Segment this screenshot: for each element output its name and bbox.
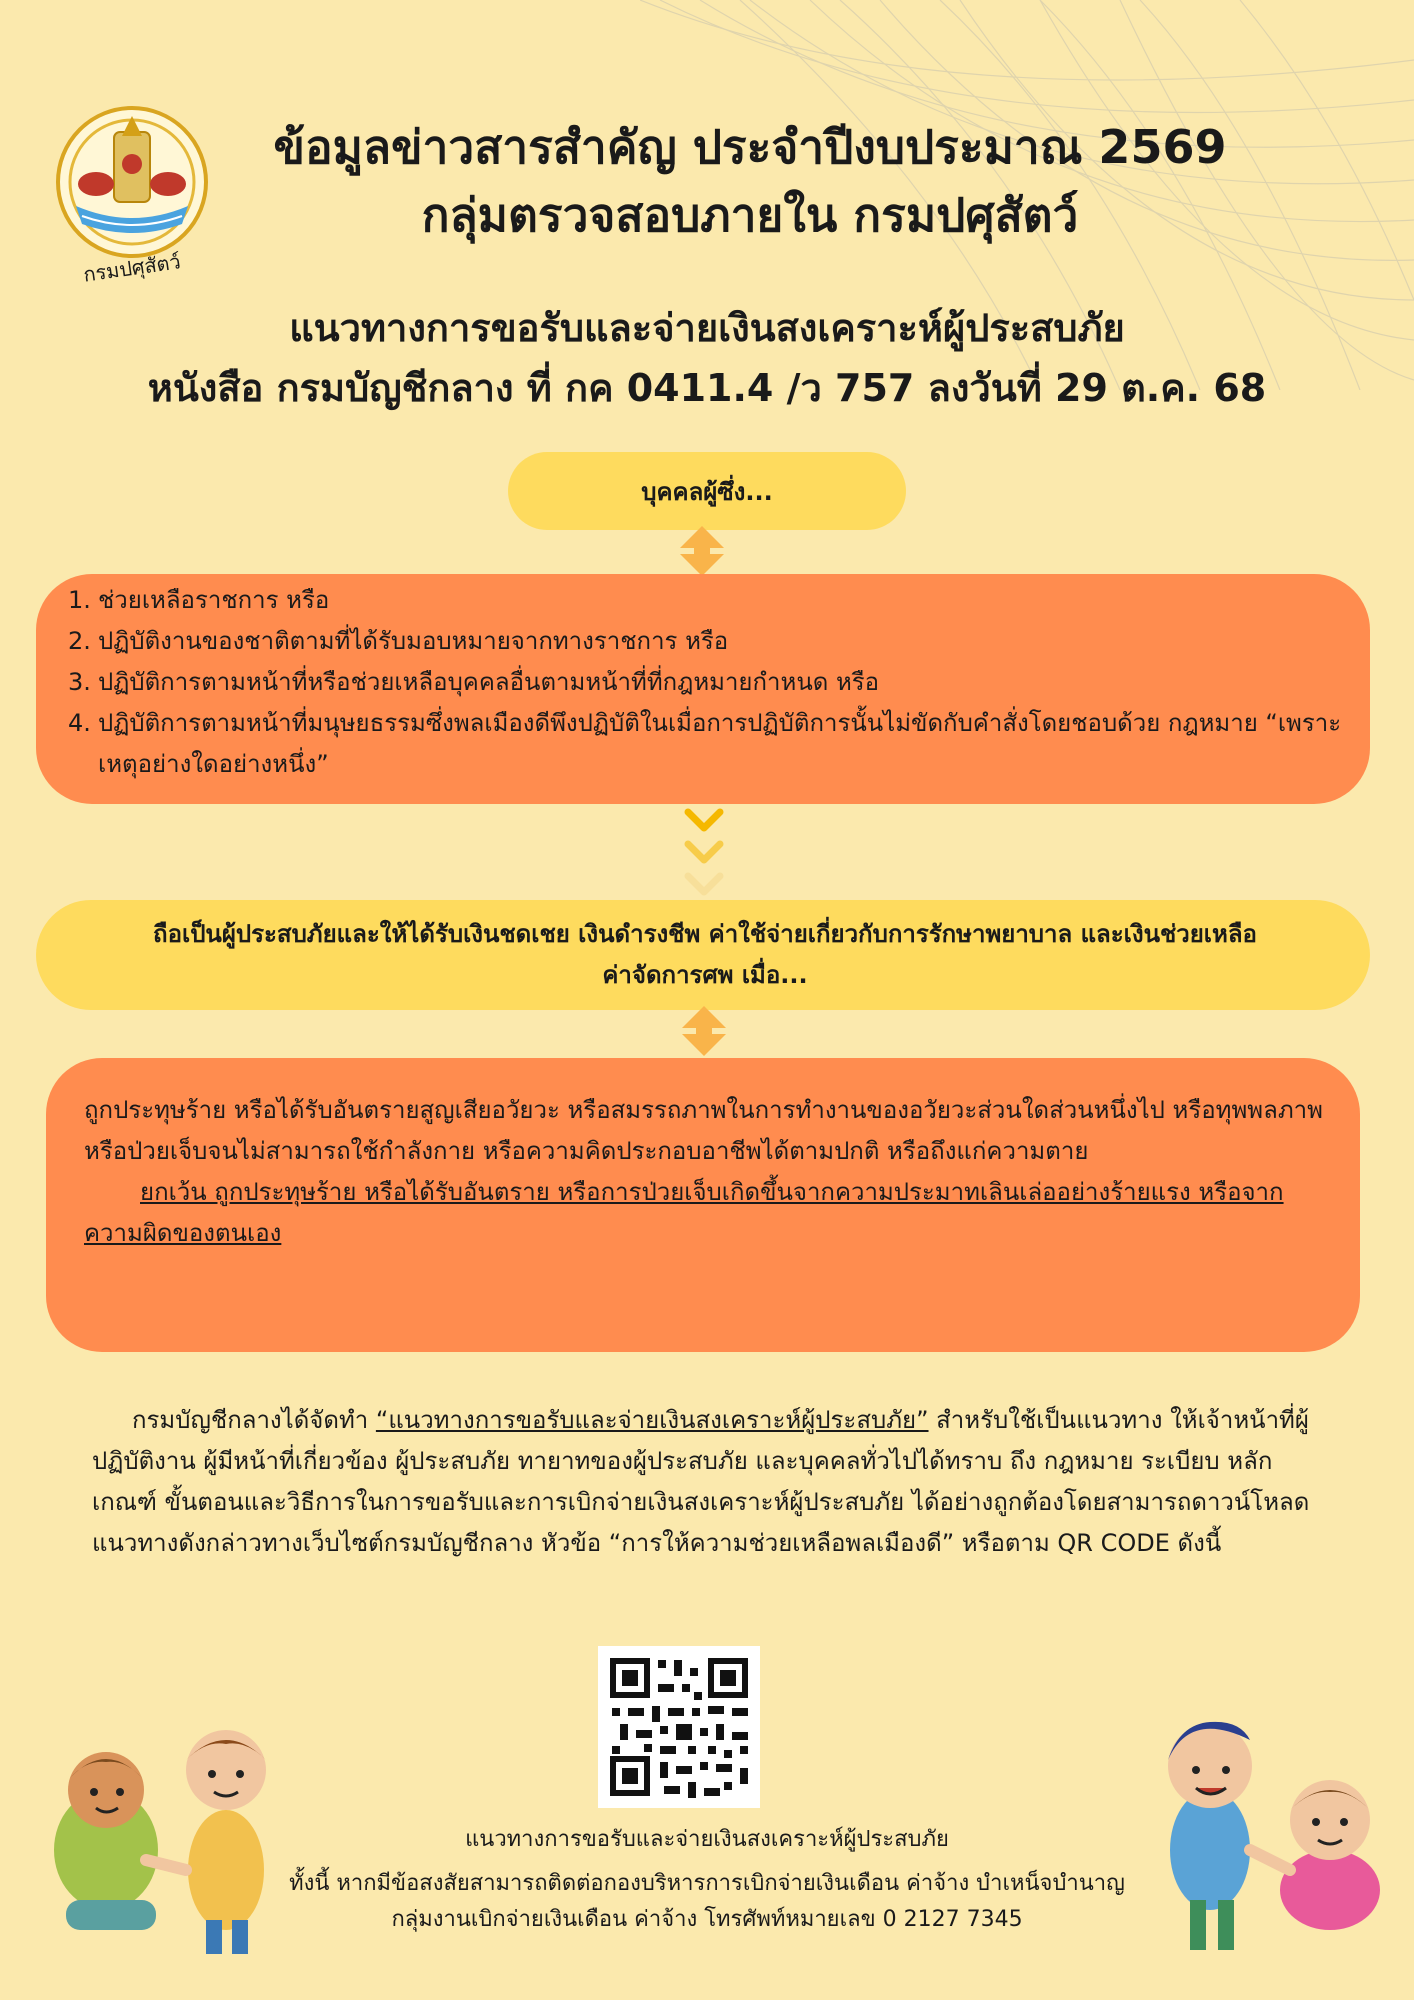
conditions-body xyxy=(84,1090,1334,1254)
subtitle-line-1: แนวทางการขอรับและจ่ายเงินสงเคราะห์ผู้ประสบภัย xyxy=(289,306,1125,350)
qr-caption: แนวทางการขอรับและจ่ายเงินสงเคราะห์ผู้ประสบภัย xyxy=(465,1827,949,1852)
page-title-line-2: กลุ่มตรวจสอบภายใน กรมปศุสัตว์ xyxy=(421,188,1079,242)
list-item: 3. ปฏิบัติการตามหน้าที่หรือช่วยเหลือบุคคลอื่นตามหน้าที่ที่กฎหมายกำหนด หรือ xyxy=(68,668,880,696)
persons-label: บุคคลผู้ซึ่ง... xyxy=(641,477,773,506)
conditions-heading: ถือเป็นผู้ประสบภัยและให้ได้รับเงินชดเชย เงินดำรงชีพ ค่าใช้จ่ายเกี่ยวกับการรักษาพยาบาล และเงินช่วยเหลือ ค่าจัดการศพ เมื่อ... xyxy=(153,920,1257,989)
conditions-text: ถูกประทุษร้าย หรือได้รับอันตรายสูญเสียอวัยวะ หรือสมรรถภาพในการทำงานของอวัยวะส่วนใดส่วนหนึ่งไป หรือทุพพลภาพ หรือป่วยเจ็บจนไม่สามารถใช้กำลังกาย หรือความคิดประกอบอาชีพได้ตามปกติ หรือถึงแก่ความตาย xyxy=(84,1096,1323,1165)
exception-text: ยกเว้น ถูกประทุษร้าย หรือได้รับอันตราย หรือการป่วยเจ็บเกิดขึ้นจากความประมาทเลินเล่ออย่างร้ายแรง หรือจากความผิดของตนเอง xyxy=(84,1178,1284,1247)
contact-line-2: กลุ่มงานเบิกจ่ายเงินเดือน ค่าจ้าง โทรศัพท์หมายเลข 0 2127 7345 xyxy=(391,1907,1023,1932)
department-logo xyxy=(52,102,212,292)
list-item: 1. ช่วยเหลือราชการ หรือ xyxy=(68,586,330,614)
list-item: 2. ปฏิบัติงานของชาติตามที่ได้รับมอบหมายจากทางราชการ หรือ xyxy=(68,627,729,655)
persons-label-pill xyxy=(508,452,906,530)
qr-code[interactable] xyxy=(598,1646,760,1808)
subtitle-line-2: หนังสือ กรมบัญชีกลาง ที่ กค 0411.4 /ว 757 ลงวันที่ 29 ต.ค. 68 xyxy=(147,366,1267,410)
contact-line-1: ทั้งนี้ หากมีข้อสงสัยสามารถติดต่อกองบริหารการเบิกจ่ายเงินเดือน ค่าจ้าง บำเหน็จบำนาญ xyxy=(289,1871,1125,1896)
up-down-arrow-icon xyxy=(680,526,724,576)
logo-caption: กรมปศุสัตว์ xyxy=(81,249,183,287)
chevron-down-icon xyxy=(684,806,724,898)
info-paragraph: กรมบัญชีกลางได้จัดทำ “แนวทางการขอรับและจ่ายเงินสงเคราะห์ผู้ประสบภัย” สำหรับใช้เป็นแนวทาง ให้เจ้าหน้าที่ผู้ปฏิบัติงาน ผู้มีหน้าที่เกี่ยวข้อง ผู้ประสบภัย ทายาทของผู้ประสบภัย และบุคคลทั่วไปได้ทราบ ถึง กฎหมาย ระเบียบ หลักเกณฑ์ ขั้นตอนและวิธีการในการขอรับและการเบิกจ่ายเงินสงเคราะห์ผู้ประสบภัย ได้อย่างถูกต้องโดยสามารถดาวน์โหลดแนวทางดังกล่าวทางเว็บไซต์กรมบัญชีกลาง หัวข้อ “การให้ความช่วยเหลือพลเมืองดี” หรือตาม QR CODE ดังนี้ xyxy=(92,1406,1310,1557)
up-down-arrow-icon xyxy=(682,1006,726,1056)
kids-helping-illustration-right xyxy=(1130,1700,1400,1960)
list-item: 4. ปฏิบัติการตามหน้าที่มนุษยธรรมซึ่งพลเมืองดีพึงปฏิบัติในเมื่อการปฏิบัติการนั้นไม่ขัดกับคำสั่งโดยชอบด้วย กฎหมาย “เพราะเหตุอย่างใดอย่างหนึ่ง” xyxy=(68,709,1342,778)
page-title-line-1: ข้อมูลข่าวสารสำคัญ ประจำปีงบประมาณ 2569 xyxy=(273,120,1227,174)
qr-code-icon xyxy=(598,1646,760,1808)
kids-helping-illustration-left xyxy=(36,1700,306,1960)
guideline-title-link: “แนวทางการขอรับและจ่ายเงินสงเคราะห์ผู้ประสบภัย” xyxy=(375,1406,929,1434)
persons-list xyxy=(68,580,1358,785)
